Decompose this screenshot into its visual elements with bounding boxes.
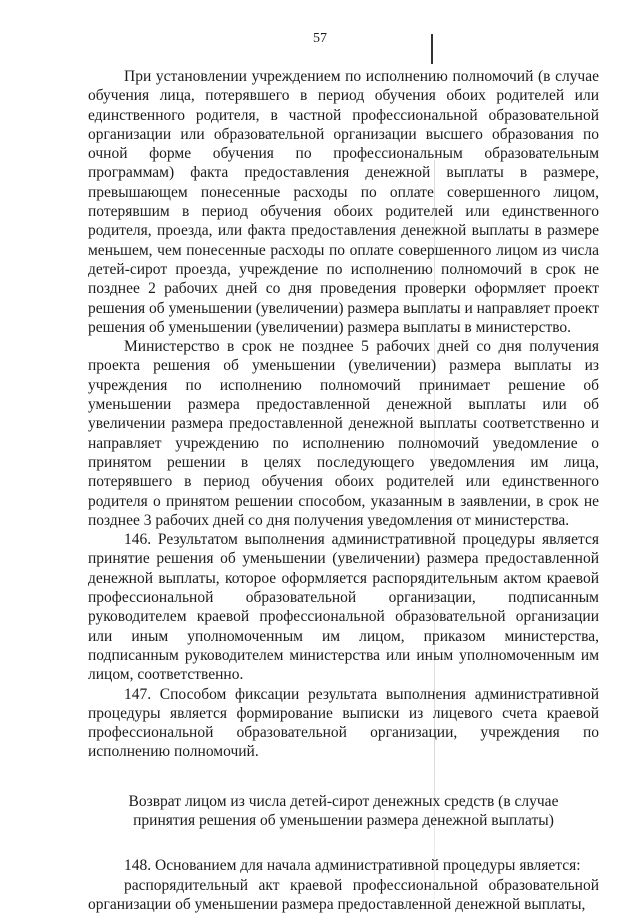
paragraph-2: Министерство в срок не позднее 5 рабочих дней со дня получения проекта решения об уменьшении (увеличении) размера выплаты из учреждения по исполнению полномочий принимает решение об уменьшении размера предоставленной денежной выплаты или об увеличении размера предоставленной денежной выплаты соответственно и направляет учреждению по исполнению полномочий уведомление о принятом решении в целях последующего уведомления им лица, потерявшего в период обучения обоих родителей или единственного родителя о принятом решении способом, указанным в заявлении, в срок не позднее 3 рабочих дней со дня получения уведомления от министерства.: [88, 338, 599, 529]
paragraph-1: При установлении учреждением по исполнению полномочий (в случае обучения лица, потерявшего в период обучения обоих родителей или единственного родителя, в частной профессиональной образовательной организации или образовательной организации высшего образования по очной форме обучения по профессиональным образовательным программам) факта предоставления денежной выплаты в размере, превышающем понесенные расходы по оплате совершенного лицом, потерявшим в период обучения обоих родителей или единственного родителя, проезда, или факта предоставления денежной выплаты в размере меньшем, чем понесенные расходы по оплате совершенного лицом из числа детей-сирот проезда, учреждение по исполнению полномочий в срок не позднее 2 рабочих дней со дня проведения проверки оформляет проект решения об уменьшении (увеличении) размера выплаты и направляет проект решения об уменьшении (увеличении) размера выплаты в министерство.: [88, 68, 599, 336]
section-heading: Возврат лицом из числа детей-сирот денежных средств (в случае принятия решения об уменьшении размера денежной выплаты): [128, 792, 559, 829]
paragraph-147: 147. Способом фиксации результата выполнения административной процедуры является формирование выписки из лицевого счета краевой профессиональной образовательной организации, учреждения по исполнению полномочий.: [88, 685, 599, 761]
paragraph-148: 148. Основанием для начала административной процедуры является:: [124, 857, 581, 875]
paragraph-146: 146. Результатом выполнения административной процедуры является принятие решения об уменьшении (увеличении) размера предоставленной денежной выплаты, которое оформляется распорядительным актом краевой профессиональной образовательной организации, подписанным руководителем краевой профессиональной образовательной организации или иным уполномоченным им лицом, приказом министерства, подписанным руководителем министерства или иным уполномоченным им лицом, соответственно.: [88, 531, 599, 684]
document-body: [88, 67, 599, 914]
scan-mark: [431, 34, 433, 64]
paragraph-148-item: распорядительный акт краевой профессиональной образовательной организации об уменьшении размера предоставленной денежной выплаты,: [88, 876, 599, 913]
page-number: 57: [313, 31, 327, 46]
